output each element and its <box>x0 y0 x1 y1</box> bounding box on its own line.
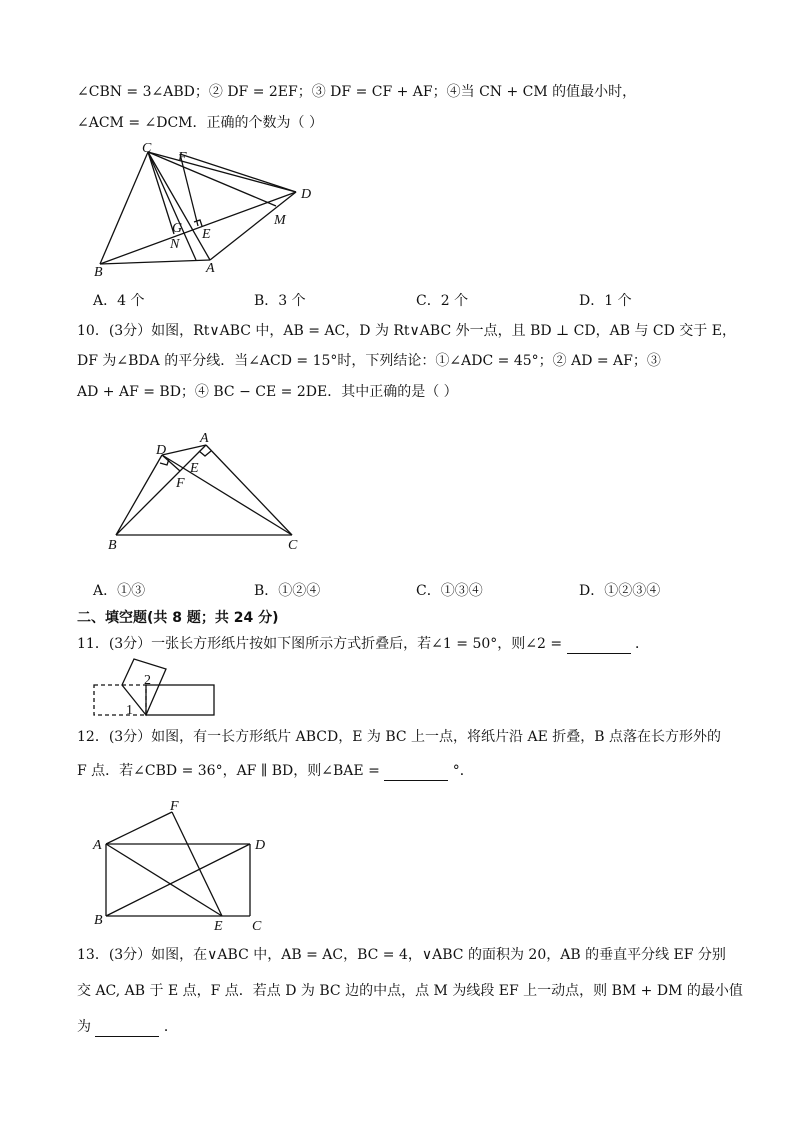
q10-seg-DA <box>162 445 206 455</box>
q10-label-B: B <box>108 538 117 553</box>
q11-strip-rectangle <box>146 685 214 715</box>
section-title: 二、填空题(共 8 题；共 24 分) <box>77 610 279 626</box>
q12-seg-AF <box>106 812 172 844</box>
q10-right-angle-A <box>199 451 211 456</box>
q13-text-line3 <box>77 1017 178 1037</box>
q11-label-1: 1 <box>126 703 133 718</box>
q9-label-M: M <box>274 213 286 228</box>
q10-figure <box>100 425 320 555</box>
q9-text-line1: ∠CBN = 3∠ABD；② DF = 2EF；③ DF = CF + AF；④当 CN + CM 的值最小时， <box>77 84 637 100</box>
q9-seg-BA <box>100 260 210 264</box>
q10-seg-BA <box>116 445 206 535</box>
q9-figure <box>88 140 328 280</box>
q11-figure <box>90 655 220 720</box>
q12-text-line1: 12．(3分）如图，有一长方形纸片 ABCD，E 为 BC 上一点，将纸片沿 AE 折叠，B 点落在长方形外的 <box>77 729 722 745</box>
q10-option-b[interactable]: B．①②④ <box>254 583 321 599</box>
q13-prompt: 为 <box>77 1019 91 1035</box>
q9-seg-BD <box>100 192 296 264</box>
q12-seg-BD <box>106 844 250 916</box>
q10-label-D: D <box>156 443 167 458</box>
q11-label-2: 2 <box>144 673 151 688</box>
q9-text-line2: ∠ACM = ∠DCM．正确的个数为（ ） <box>77 115 323 131</box>
q10-text-line2: DF 为∠BDA 的平分线．当∠ACD = 15°时，下列结论：①∠ADC = 45°；② AD = AF；③ <box>77 353 661 369</box>
q13-text-line2: 交 AC, AB 于 E 点，F 点．若点 D 为 BC 边的中点，点 M 为线段 EF 上一动点，则 BM + DM 的最小值 <box>77 983 743 999</box>
q10-label-F: F <box>176 476 185 491</box>
q12-answer-blank[interactable] <box>384 764 448 781</box>
q9-option-d[interactable]: D．1 个 <box>579 293 632 309</box>
q10-option-d[interactable]: D．①②③④ <box>579 583 661 599</box>
q11-text <box>77 634 649 654</box>
q10-label-A: A <box>200 431 209 446</box>
q12-label-E: E <box>214 919 223 934</box>
q9-label-C: C <box>142 141 152 156</box>
q9-label-N: N <box>170 237 180 252</box>
q9-label-G: G <box>172 221 183 236</box>
q12-label-A: A <box>93 838 102 853</box>
q12-label-D: D <box>255 838 266 853</box>
q13-tail: ． <box>163 1019 178 1035</box>
q12-label-C: C <box>252 919 262 934</box>
q10-label-E: E <box>190 461 199 476</box>
q10-label-C: C <box>288 538 298 553</box>
q10-text-line1: 10．(3分）如图，Rt∨ABC 中，AB = AC，D 为 Rt∨ABC 外一点，且 BD ⊥ CD，AB 与 CD 交于 E， <box>77 323 736 339</box>
q9-option-c[interactable]: C．2 个 <box>416 293 469 309</box>
q12-tail: °． <box>452 763 474 779</box>
q9-option-b[interactable]: B．3 个 <box>254 293 306 309</box>
q9-seg-CD <box>148 152 296 192</box>
q12-label-B: B <box>94 913 103 928</box>
q9-seg-CB <box>100 152 148 264</box>
q9-label-A: A <box>206 261 215 276</box>
q10-option-a[interactable]: A．①③ <box>93 583 146 599</box>
q9-label-D: D <box>301 187 312 202</box>
q9-label-F: F <box>178 150 187 165</box>
q11-answer-blank[interactable] <box>567 637 631 654</box>
q11-folded-original-part <box>94 685 146 715</box>
q13-answer-blank[interactable] <box>95 1020 159 1037</box>
q11-prompt: 11．(3分）一张长方形纸片按如下图所示方式折叠后，若∠1 = 50°，则∠2 = <box>77 636 563 652</box>
q9-seg-CN <box>148 152 174 234</box>
q10-option-c[interactable]: C．①③④ <box>416 583 483 599</box>
q9-label-E: E <box>202 227 211 242</box>
q12-prompt: F 点．若∠CBD = 36°，AF ∥ BD，则∠BAE = <box>77 763 380 779</box>
q9-option-a[interactable]: A．4 个 <box>93 293 145 309</box>
q12-figure <box>88 792 288 937</box>
q9-label-B: B <box>94 265 103 280</box>
q13-text-line1: 13．(3分）如图，在∨ABC 中，AB = AC，BC = 4，∨ABC 的面积为 20，AB 的垂直平分线 EF 分别 <box>77 947 726 963</box>
q12-text-line2 <box>77 761 474 781</box>
q12-label-F: F <box>170 799 179 814</box>
q10-text-line3: AD + AF = BD；④ BC − CE = 2DE．其中正确的是（ ） <box>77 384 458 400</box>
q11-tail: ． <box>635 636 649 652</box>
